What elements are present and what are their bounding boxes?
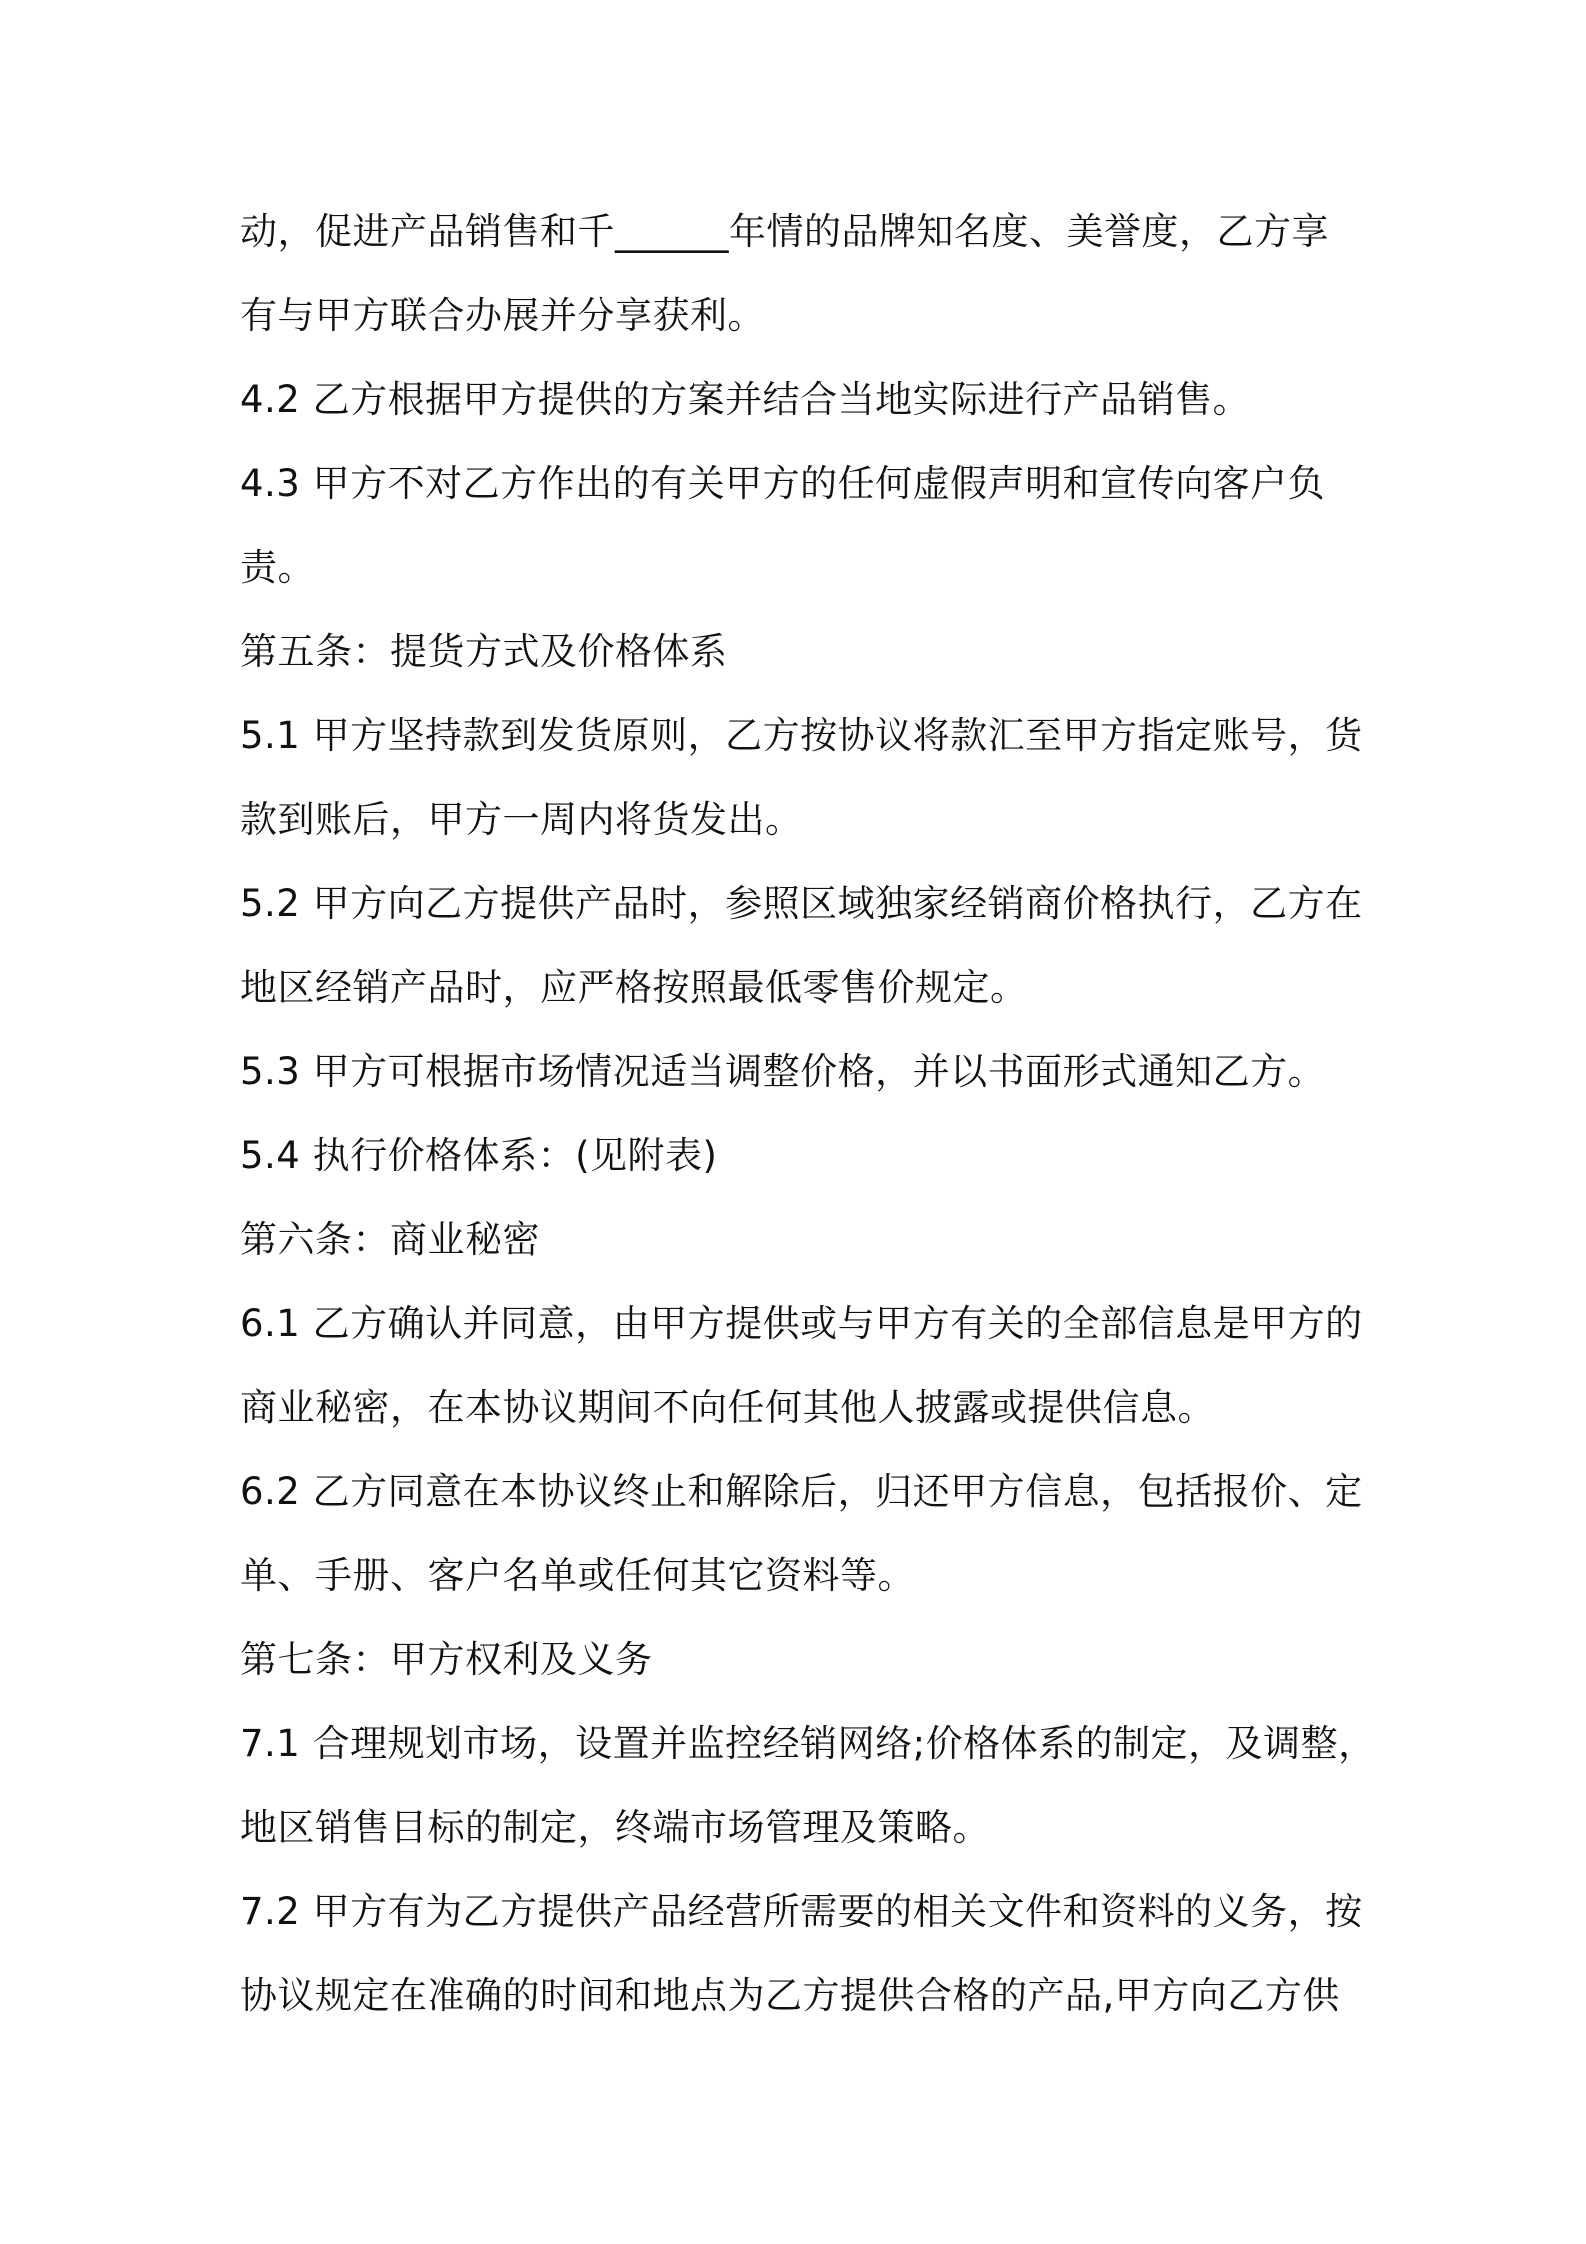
text-line: 地区销售目标的制定，终端市场管理及策略。 bbox=[240, 1806, 990, 1849]
clause-4-3: 4.3 甲方不对乙方作出的有关甲方的任何虚假声明和宣传向客户负 bbox=[240, 462, 1326, 505]
clause-7-2: 7.2 甲方有为乙方提供产品经营所需要的相关文件和资料的义务，按 bbox=[240, 1890, 1363, 1933]
text-line: 单、手册、客户名单或任何其它资料等。 bbox=[240, 1554, 915, 1597]
clause-7-1: 7.1 合理规划市场，设置并监控经销网络;价格体系的制定，及调整， bbox=[240, 1722, 1376, 1765]
clause-5-1: 5.1 甲方坚持款到发货原则，乙方按协议将款汇至甲方指定账号，货 bbox=[240, 714, 1363, 757]
section-heading-7: 第七条：甲方权利及义务 bbox=[240, 1638, 653, 1681]
clause-4-2: 4.2 乙方根据甲方提供的方案并结合当地实际进行产品销售。 bbox=[240, 378, 1251, 421]
text-line: 商业秘密，在本协议期间不向任何其他人披露或提供信息。 bbox=[240, 1386, 1215, 1429]
text-line: 动，促进产品销售和千______年情的品牌知名度、美誉度，乙方享 bbox=[240, 210, 1329, 253]
clause-5-2: 5.2 甲方向乙方提供产品时，参照区域独家经销商价格执行，乙方在 bbox=[240, 882, 1363, 925]
text-line: 责。 bbox=[240, 546, 315, 589]
text-line: 地区经销产品时，应严格按照最低零售价规定。 bbox=[240, 966, 1028, 1009]
clause-6-1: 6.1 乙方确认并同意，由甲方提供或与甲方有关的全部信息是甲方的 bbox=[240, 1302, 1363, 1345]
clause-5-3: 5.3 甲方可根据市场情况适当调整价格，并以书面形式通知乙方。 bbox=[240, 1050, 1326, 1093]
clause-6-2: 6.2 乙方同意在本协议终止和解除后，归还甲方信息，包括报价、定 bbox=[240, 1470, 1363, 1513]
clause-5-4: 5.4 执行价格体系：(见附表) bbox=[240, 1134, 718, 1177]
section-heading-5: 第五条：提货方式及价格体系 bbox=[240, 630, 728, 673]
section-heading-6: 第六条：商业秘密 bbox=[240, 1218, 540, 1261]
document-body bbox=[240, 190, 1376, 2038]
text-line: 有与甲方联合办展并分享获利。 bbox=[240, 294, 765, 337]
text-line: 协议规定在准确的时间和地点为乙方提供合格的产品,甲方向乙方供 bbox=[240, 1974, 1340, 2017]
text-line: 款到账后，甲方一周内将货发出。 bbox=[240, 798, 803, 841]
